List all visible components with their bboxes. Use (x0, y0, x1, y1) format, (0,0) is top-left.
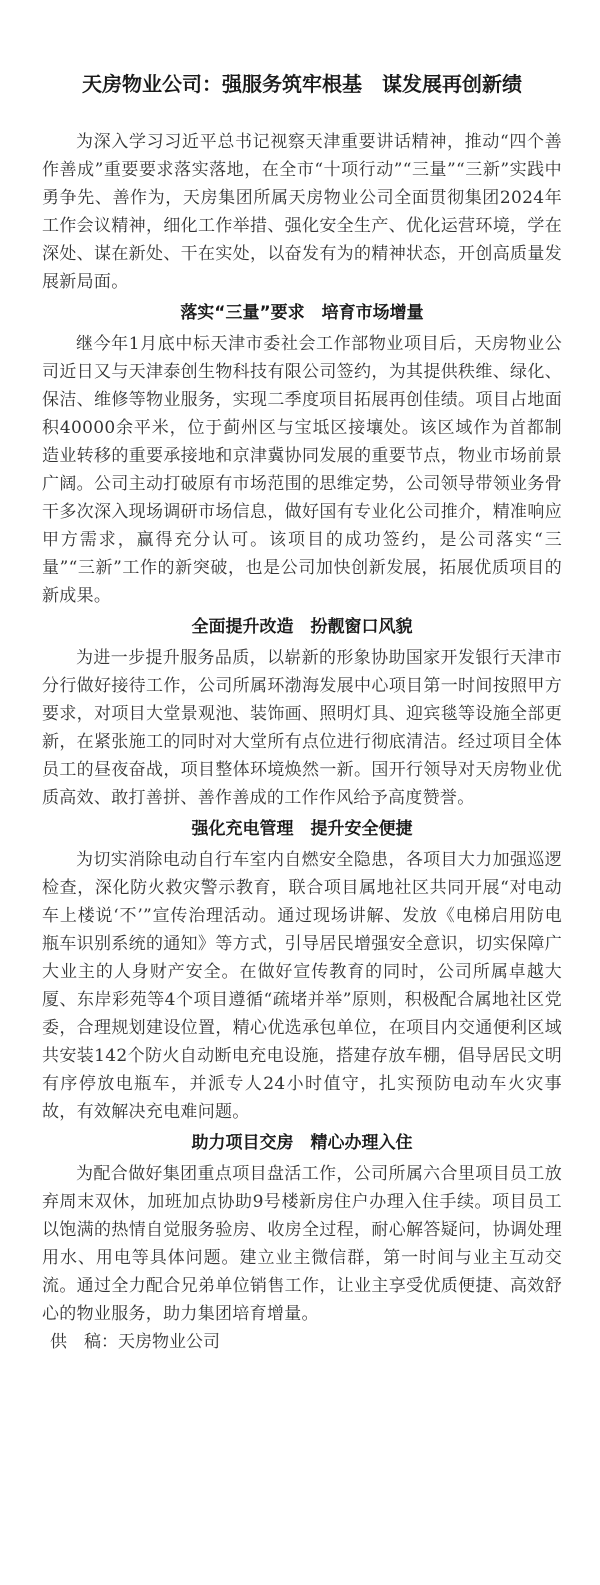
section-heading: 落实“三量”要求 培育市场增量 (180, 303, 424, 323)
article-section-handover (42, 1129, 562, 1328)
source-name: 天房物业公司 (118, 1332, 220, 1352)
section-paragraph: 为配合做好集团重点项目盘活工作，公司所属六合里项目员工放弃周末双休，加班加点协助9号楼新房住户办理入住手续。项目员工以饱满的热情自觉服务验房、收房全过程，耐心解答疑问，协调处理用水、用电等具体问题。建立业主微信群，第一时间与业主互动交流。通过全力配合兄弟单位销售工作，让业主享受优质便捷、高效舒心的物业服务，助力集团培育增量。 (42, 1164, 562, 1324)
intro-paragraph: 为深入学习习近平总书记视察天津重要讲话精神，推动“四个善作善成”重要要求落实落地，在全市“十项行动”“三量”“三新”实践中勇争先、善作为，天房集团所属天房物业公司全面贯彻集团2024年工作会议精神，细化工作举措、强化安全生产、优化运营环境，学在深处、谋在新处、干在实处，以奋发有为的精神状态，开创高质量发展新局面。 (42, 132, 562, 292)
article-section-charging (42, 815, 562, 1126)
article-section-renovation (42, 613, 562, 812)
section-heading: 强化充电管理 提升安全便捷 (191, 819, 413, 839)
section-paragraph: 为进一步提升服务品质，以崭新的形象协助国家开发银行天津市分行做好接待工作，公司所属环渤海发展中心项目第一时间按照甲方要求，对项目大堂景观池、装饰画、照明灯具、迎宾毯等设施全部更新，在紧张施工的同时对大堂所有点位进行彻底清洁。经过项目全体员工的昼夜奋战，项目整体环境焕然一新。国开行领导对天房物业优质高效、敢打善拼、善作善成的工作作风给予高度赞誉。 (42, 648, 562, 808)
article-section-market (42, 299, 562, 610)
section-heading: 助力项目交房 精心办理入住 (191, 1133, 413, 1153)
section-paragraph: 为切实消除电动自行车室内自燃安全隐患，各项目大力加强巡逻检查，深化防火救灾警示教育，联合项目属地社区共同开展“对电动车上楼说‘不’”宣传治理活动。通过现场讲解、发放《电梯启用防电瓶车识别系统的通知》等方式，引导居民增强安全意识，切实保障广大业主的人身财产安全。在做好宣传教育的同时，公司所属卓越大厦、东岸彩苑等4个项目遵循“疏堵并举”原则，积极配合属地社区党委，合理规划建设位置，精心优选承包单位，在项目内交通便利区域共安装142个防火自动断电充电设施，搭建存放车棚，倡导居民文明有序停放电瓶车，并派专人24小时值守，扎实预防电动车火灾事故，有效解决充电难问题。 (42, 850, 562, 1122)
article-title: 天房物业公司：强服务筑牢根基 谋发展再创新绩 (82, 72, 522, 96)
section-paragraph: 继今年1月底中标天津市委社会工作部物业项目后，天房物业公司近日又与天津泰创生物科技有限公司签约，为其提供秩维、绿化、保洁、维修等物业服务，实现二季度项目拓展再创佳绩。项目占地面积40000余平米，位于蓟州区与宝坻区接壤处。该区域作为首都制造业转移的重要承接地和京津冀协同发展的重要节点，物业市场前景广阔。公司主动打破原有市场范围的思维定势，公司领导带领业务骨干多次深入现场调研市场信息，做好国有专业化公司推介，精准响应甲方需求，赢得充分认可。该项目的成功签约，是公司落实“三量”“三新”工作的新突破，也是公司加快创新发展，拓展优质项目的新成果。 (42, 334, 562, 606)
source-credit (42, 1328, 562, 1356)
source-label: 供 稿： (50, 1332, 118, 1352)
section-heading: 全面提升改造 扮靓窗口风貌 (191, 617, 413, 637)
